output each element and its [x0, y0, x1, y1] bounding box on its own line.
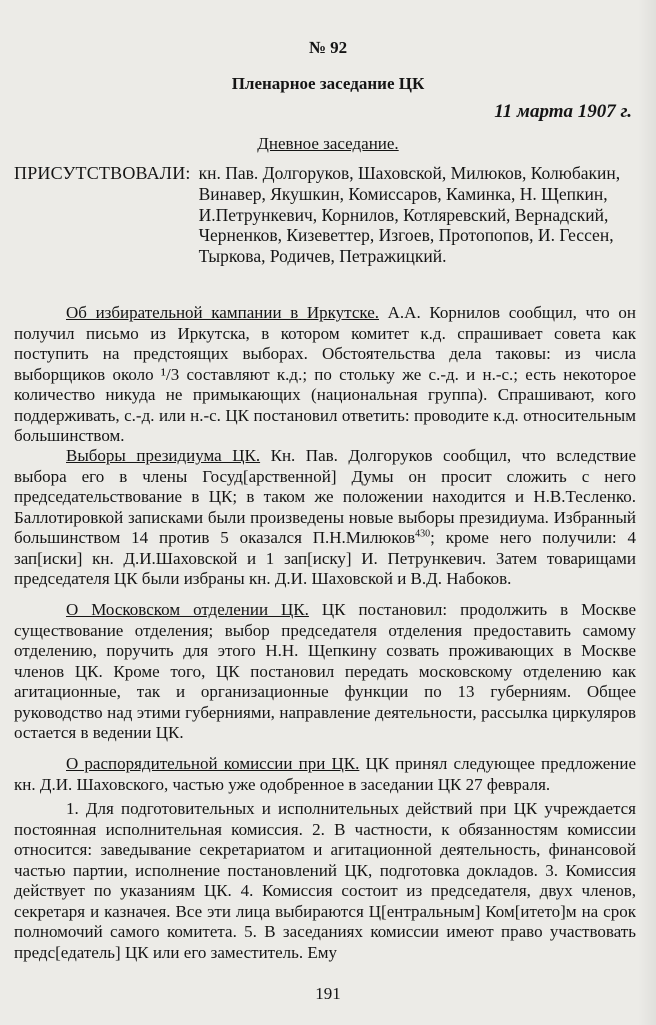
- paragraph-commission: [14, 754, 636, 795]
- document-number: № 92: [308, 38, 348, 57]
- attendance-block: [14, 163, 636, 267]
- session-heading: [0, 134, 656, 154]
- attendance-label: ПРИСУТСТВОВАЛИ:: [14, 163, 191, 183]
- paragraph-commission-text: ЦК принял следующее предложение кн. Д.И. Шаховского, частью уже одобренное в заседании ЦК 27 февраля.: [14, 754, 636, 794]
- paragraph-irkutsk-text: А.А. Корнилов сообщил, что он получил письмо из Иркутска, в котором комитет к.д. спрашивает совета как поступить на предстоящих выборах. Обстоятельства дела таковы: из числа выборщиков около ¹/3 составляют к.д.; по стольку же с.-д. и н.-с.; есть некоторое количество никуда не примыкающих (национальная группа). Спрашивают, кого поддерживать, с.-д. или н.-с. ЦК постановил ответить: проводите к.д. относительным большинством.: [14, 303, 636, 445]
- paragraph-presidium-heading: Выборы президиума ЦК.: [66, 446, 261, 465]
- page-number: 191: [315, 984, 341, 1003]
- paragraph-presidium-text-b: ; кроме него получили: 4 зап[иски] кн. Д.И.Шаховской и 1 зап[иску] И. Петрункевич. Затем товарищами председателя ЦК были избраны кн. Д.И. Шаховской и В.Д. Набоков.: [14, 528, 637, 588]
- paragraph-presidium: [14, 446, 636, 590]
- paragraph-moscow: [14, 600, 636, 744]
- paragraph-moscow-heading: О Московском отделении ЦК.: [66, 600, 309, 619]
- paragraph-moscow-text: ЦК постановил: продолжить в Москве существование отделения; выбор председателя отделения предоставить самому отделению, поручить для этого Н.Н. Щепкину созвать проживающих в Москве членов ЦК. Кроме того, ЦК постановил передать московскому отделению как агитационные, так и организационные функции по 13 губерниям. Общее руководство над этими губерниями, направление деятельности, рассылка циркуляров остается в ведении ЦК.: [14, 600, 636, 742]
- session-label: Дневное заседание.: [257, 134, 399, 153]
- paragraph-commission-heading: О распорядительной комиссии при ЦК.: [66, 754, 360, 773]
- attendance-list: кн. Пав. Долгоруков, Шаховской, Милюков, Колюбакин, Винавер, Якушкин, Комиссаров, Каминка, Н. Щепкин, И.Петрункевич, Корнилов, Котляревский, Вернадский, Черненков, Кизеветтер, Изгоев, Протопопов, И. Гессен, Тыркова, Родичев, Петражицкий.: [198, 163, 621, 267]
- paragraph-irkutsk-heading: Об избирательной кампании в Иркутске.: [66, 303, 379, 322]
- document-title: Пленарное заседание ЦК: [231, 74, 425, 93]
- footnote-marker: 430: [415, 528, 431, 540]
- paragraph-commission-rules: 1. Для подготовительных и исполнительных действий при ЦК учреждается постоянная исполнительная комиссия. 2. В частности, к обязанностям комиссии относится: заведывание секретариатом и агитационной деятельность, финансовой частью партии, исполнение постановлений ЦК, подготовка докладов. 3. Комиссия действует по указаниям ЦК. 4. Комиссия состоит из председателя, двух членов, секретаря и казначея. Все эти лица выбираются Ц[ентральным] Ком[итето]м на срок полномочий самого комитета. 5. В заседаниях комиссии имеют право участвовать предс[едатель] ЦК или его заместитель. Ему: [14, 799, 636, 962]
- page-edge-shadow: [638, 0, 656, 1025]
- document-date: 11 марта 1907 г.: [494, 101, 632, 122]
- paragraph-presidium-text-a: Кн. Пав. Долгоруков сообщил, что вследствие выбора его в члены Госуд[арственной] Думы он просит сложить с него председательствование в ЦК; в таком же положении находится и Н.В.Тесленко. Баллотировкой записками были произведены новые выборы президиума. Избранный большинством 14 против 5 оказался П.Н.Милюков: [14, 446, 636, 547]
- paragraph-irkutsk: [14, 303, 636, 447]
